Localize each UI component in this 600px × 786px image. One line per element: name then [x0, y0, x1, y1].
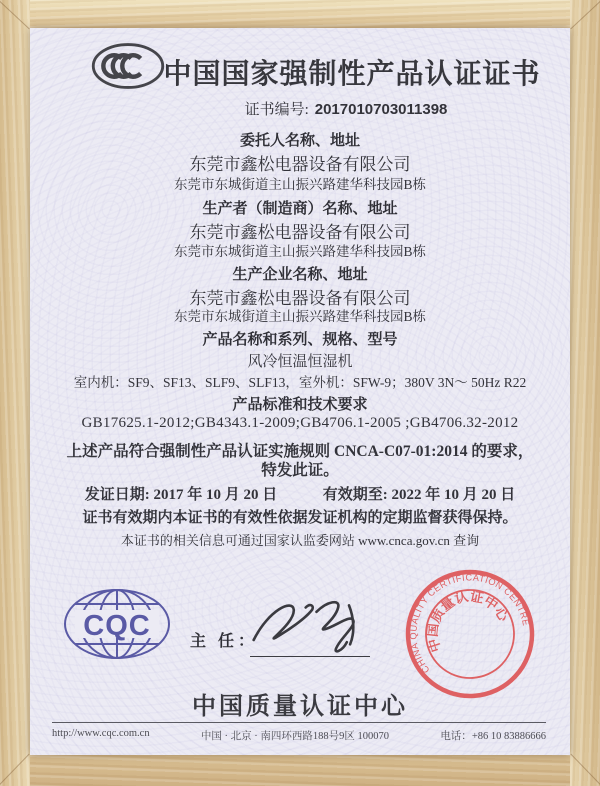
footer-website: http://www.cqc.com.cn: [52, 728, 150, 739]
certificate-number-label: 证书编号:: [244, 102, 309, 118]
stamp-inner-text: 中国质量认证中心: [424, 588, 512, 655]
footer-phone-number: +86 10 83886666: [471, 731, 546, 742]
footer-address: 中国 · 北京 · 南四环西路188号9区 100070: [200, 731, 390, 742]
cqc-logo-text: CQC: [83, 610, 151, 642]
validity-note: 证书有效期内本证书的有效性依据发证机构的定期监督获得保持。: [82, 510, 518, 526]
footer: [52, 728, 546, 743]
section-manufacturer-header: 生产者（制造商）名称、地址: [202, 201, 398, 217]
section-factory-header: 生产企业名称、地址: [232, 267, 368, 283]
footer-phone: [440, 728, 546, 743]
stamp-outer-text: CHINA QUALITY CERTIFICATION CENTRE: [408, 572, 532, 675]
wood-frame-bottom: [0, 755, 600, 786]
cqc-logo-icon: [62, 588, 172, 660]
expiry-date-label: 有效期至:: [322, 487, 388, 503]
wood-frame-right: [570, 0, 600, 786]
footer-divider: [52, 722, 546, 723]
wood-frame-left: [0, 0, 30, 786]
section-applicant-header: 委托人名称、地址: [239, 133, 360, 149]
factory-address: 东莞市东城街道主山振兴路建华科技园B栋: [173, 309, 426, 324]
certificate-number-line: [122, 98, 570, 119]
director-label: 主 任：: [190, 633, 259, 650]
standards-list: GB17625.1-2012;GB4343.1-2009;GB4706.1-2005 ;GB4706.32-2012: [81, 415, 519, 431]
product-name: 风冷恒温恒湿机: [247, 354, 353, 370]
conformity-statement-line1: 上述产品符合强制性产品认证实施规则 CNCA-C07-01:2014 的要求，: [66, 443, 534, 460]
conformity-statement-line2: 特发此证。: [261, 462, 339, 479]
certificate-title: 中国国家强制性产品认证证书: [163, 58, 541, 89]
svg-text:CHINA QUALITY CERTIFICATION CE: [395, 559, 533, 676]
product-models: 室内机：SF9、SF13、SLF9、SLF13，室外机：SFW-9；380V 3N～ 50Hz R22: [73, 375, 527, 390]
certificate-number-value: 2017010703011398: [314, 101, 448, 118]
wood-frame-top: [0, 0, 600, 28]
director-signature: [245, 594, 375, 660]
footer-phone-label: 电话：: [440, 731, 472, 742]
applicant-name: 东莞市鑫松电器设备有限公司: [189, 155, 411, 174]
expiry-date-value: 2022 年 10 月 20 日: [391, 487, 516, 503]
manufacturer-address: 东莞市东城街道主山振兴路建华科技园B栋: [173, 244, 426, 259]
info-lookup-note: 本证书的相关信息可通过国家认监委网站 www.cnca.gov.cn 查询: [120, 533, 480, 548]
issue-date-value: 2017 年 10 月 20 日: [153, 487, 278, 503]
issue-date-label: 发证日期:: [84, 487, 150, 503]
certificate-paper: [30, 28, 570, 755]
manufacturer-name: 东莞市鑫松电器设备有限公司: [189, 223, 411, 242]
applicant-address: 东莞市东城街道主山振兴路建华科技园B栋: [173, 177, 426, 192]
issuer-name: 中国质量认证中心: [192, 693, 408, 720]
section-product-header: 产品名称和系列、规格、型号: [202, 332, 398, 348]
dates-line: [30, 483, 570, 504]
signature-underline: [250, 656, 370, 657]
factory-name: 东莞市鑫松电器设备有限公司: [189, 289, 411, 308]
section-standards-header: 产品标准和技术要求: [232, 397, 368, 413]
